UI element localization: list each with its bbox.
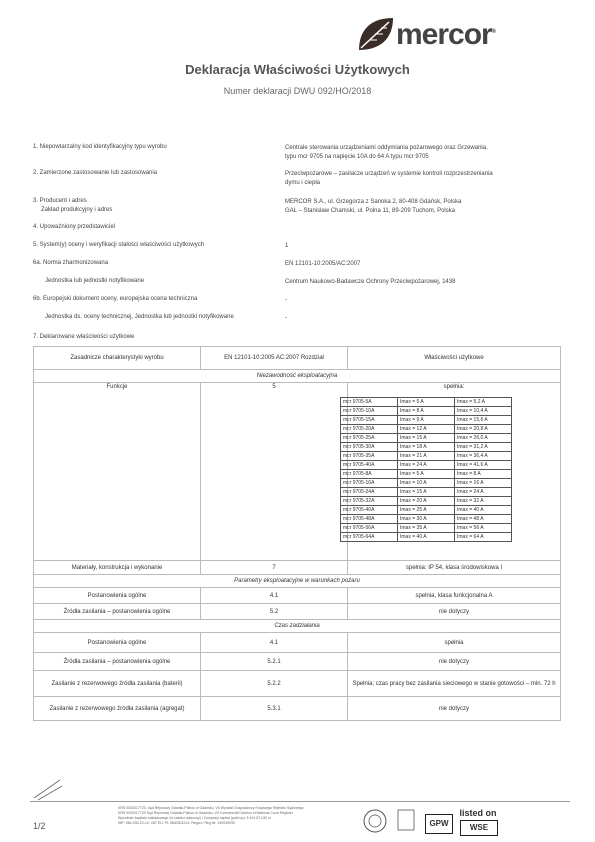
type-row [341, 470, 512, 479]
clause: 4.1 [201, 633, 348, 653]
table-row [34, 671, 561, 697]
table-row [34, 653, 561, 671]
clause: 4.1 [201, 588, 348, 604]
table-row [34, 604, 561, 620]
type-current-2: Imax = 15,6 A [455, 416, 512, 425]
type-row [341, 515, 512, 524]
column-header: EN 12101-10:2005 AC:2007 Rozdział [201, 347, 348, 370]
table-header-row [34, 347, 561, 370]
footer-divider [30, 801, 570, 802]
type-row [341, 452, 512, 461]
type-current-1: Imax = 18 A [398, 443, 455, 452]
signature-mark [32, 776, 64, 802]
table-row [34, 588, 561, 604]
type-row [341, 497, 512, 506]
performance-value: nie dotyczy [348, 653, 561, 671]
item-label: 3. Producent i adres [33, 198, 87, 204]
wse-badge: WSE [460, 820, 498, 836]
performance-value: nie dotyczy [348, 697, 561, 721]
item-value: 1 [285, 243, 289, 249]
column-header: Zasadnicze charakterystyki wyrobu [34, 347, 201, 370]
type-model: mcr 9705-15A [341, 416, 398, 425]
brand-logo-text: mercor® [396, 18, 496, 51]
type-row [341, 479, 512, 488]
section-title: Parametry eksploatacyjne w warunkach pożaru [34, 575, 561, 588]
gpw-badge: GPW [425, 814, 453, 834]
characteristic-name: Postanowienia ogólne [34, 588, 201, 604]
type-current-1: Imax = 15 A [398, 488, 455, 497]
declaration-number: Numer deklaracji DWU 092/HO/2018 [223, 86, 372, 96]
type-current-1: Imax = 25 A [398, 506, 455, 515]
type-model: mcr 9705-25A [341, 434, 398, 443]
type-row [341, 443, 512, 452]
type-current-2: Imax = 48 A [455, 515, 512, 524]
type-model: mcr 9705-32A [341, 497, 398, 506]
type-row [341, 506, 512, 515]
type-current-2: Imax = 16 A [455, 479, 512, 488]
item-label: 2. Zamierzone zastosowanie lub zastosowania [33, 170, 158, 176]
type-current-2: Imax = 24 A [455, 488, 512, 497]
type-current-1: Imax = 30 A [398, 515, 455, 524]
clause: 5.2 [201, 604, 348, 620]
table-row [34, 561, 561, 575]
performance-value: Spełnia; czas pracy bez zasilania sieciowego w stanie gotowości – min. 72 h [348, 671, 561, 697]
characteristic-name: Funkcje [34, 383, 201, 561]
type-row [341, 533, 512, 542]
type-current-1: Imax = 12 A [398, 425, 455, 434]
section-title: Niezawodność eksploatacyjna [34, 370, 561, 383]
characteristic-name: Materiały, konstrukcja i wykonanie [34, 561, 201, 575]
clause: 7 [201, 561, 348, 575]
item-label: Jednostka ds. oceny technicznej, Jednostka lub jednostki notyfikowane [45, 314, 234, 320]
type-current-1: Imax = 8 A [398, 407, 455, 416]
type-current-2: Imax = 40 A [455, 506, 512, 515]
award-icon [395, 808, 417, 834]
item-value: MERCOR S.A., ul. Grzegorza z Sanoka 2, 80-408 Gdańsk, Polska [285, 199, 462, 205]
clause: 5 [201, 383, 348, 561]
type-current-1: Imax = 5 A [398, 470, 455, 479]
characteristic-name: Postanowienia ogólne [34, 633, 201, 653]
type-current-2: Imax = 31,2 A [455, 443, 512, 452]
item-value: EN 12101-10:2005/AC:2007 [285, 261, 361, 267]
type-row [341, 461, 512, 470]
type-current-2: Imax = 41,6 A [455, 461, 512, 470]
item-sublabel: Zakład produkcyjny i adres [41, 207, 113, 213]
performance-value: spełnia: IP 54, klasa środowiskowa I [348, 561, 561, 575]
performance-value: nie dotyczy [348, 604, 561, 620]
clause: 5.2.1 [201, 653, 348, 671]
certification-seal-icon [362, 808, 388, 834]
clause: 5.2.2 [201, 671, 348, 697]
document-title: Deklaracja Właściwości Użytkowych [185, 62, 410, 77]
type-current-2: Imax = 20,8 A [455, 425, 512, 434]
item-label: 7. Deklarowane właściwości użytkowe [33, 334, 135, 340]
types-current-table [340, 397, 512, 542]
type-current-1: Imax = 24 A [398, 461, 455, 470]
column-header: Właściwości użytkowe [348, 347, 561, 370]
type-row [341, 488, 512, 497]
type-model: mcr 9705-20A [341, 425, 398, 434]
type-row [341, 425, 512, 434]
type-row [341, 524, 512, 533]
item-value-2: GAL – Stanisław Chamski, ul. Polna 11, 89-209 Tuchom, Polska [285, 208, 456, 214]
type-current-1: Imax = 21 A [398, 452, 455, 461]
type-row [341, 407, 512, 416]
type-model: mcr 9705-16A [341, 479, 398, 488]
type-model: mcr 9705-5A [341, 398, 398, 407]
item-label: 5. System(y) oceny i weryfikacji stałości właściwości użytkowych [33, 242, 205, 248]
type-model: mcr 9705-64A [341, 533, 398, 542]
item-value: Przeciwpożarowe – zasilacze urządzeń w systemie kontroli rozprzestrzeniania dymu i ciepła [285, 171, 493, 186]
type-model: mcr 9705-40A [341, 506, 398, 515]
item-label: 6b. Europejski dokument oceny, europejska ocena techniczna [33, 296, 198, 302]
characteristic-name: Zasilanie z rezerwowego źródła zasilania (baterii) [34, 671, 201, 697]
type-current-1: Imax = 5 A [398, 398, 455, 407]
mercor-leaf-logo [355, 14, 395, 54]
item-label: 4. Upoważniony przedstawiciel [33, 224, 116, 230]
item-value: - [285, 315, 287, 321]
item-value: Centrum Naukowo-Badawcze Ochrony Przeciwpożarowej, 1438 [285, 279, 456, 285]
type-current-1: Imax = 15 A [398, 434, 455, 443]
type-model: mcr 9705-48A [341, 515, 398, 524]
footer-line-text: KRS 0000217720, Sąd Rejonowy Gdańsk-Północ w Gdańsku, VII Wydział Gospodarczy Krajowego Rejestru Sądowego [118, 806, 304, 810]
footer-line-text: KRS 0000217720 Sąd Rejonowy Gdańsk-Północ w Gdańsku, VII Commercial Division of National Court Register [118, 811, 293, 815]
type-current-1: Imax = 9 A [398, 416, 455, 425]
section-title: Czas zadziałania [34, 620, 561, 633]
type-current-1: Imax = 10 A [398, 479, 455, 488]
type-model: mcr 9705-35A [341, 452, 398, 461]
type-model: mcr 9705-40A [341, 461, 398, 470]
item-label: 6a. Norma zharmonizowana [33, 260, 109, 266]
type-current-1: Imax = 35 A [398, 524, 455, 533]
type-model: mcr 9705-56A [341, 524, 398, 533]
type-model: mcr 9705-10A [341, 407, 398, 416]
footer-line-text: Wysokość kapitału zakładowego (w całości opłacony) / Company capital (paid up): 3 914 571,50 zł [118, 816, 271, 820]
clause: 5.3.1 [201, 697, 348, 721]
type-current-2: Imax = 10,4 A [455, 407, 512, 416]
type-model: mcr 9705-30A [341, 443, 398, 452]
item-label: 1. Niepowtarzalny kod identyfikacyjny typu wyrobu [33, 144, 167, 150]
footer-line-text: NIP: 584-030-22-14, VAT EU: PL 5840302214, Regon / Reg.Nr: 190035090 [118, 821, 236, 825]
item-value: Centrale sterowania urządzeniami oddymiania pożarowego oraz Grzewania, typu mcr 9705 na napięcie 10A do 64 A typu mcr 9705 [285, 145, 488, 160]
type-current-2: Imax = 36,4 A [455, 452, 512, 461]
table-row [34, 633, 561, 653]
type-current-1: Imax = 20 A [398, 497, 455, 506]
item-value: - [285, 297, 287, 303]
characteristic-name: Źródła zasilania – postanowienia ogólne [34, 653, 201, 671]
type-row [341, 434, 512, 443]
type-current-2: Imax = 56 A [455, 524, 512, 533]
performance-value: spełnia, klasa funkcjonalna A [348, 588, 561, 604]
characteristic-name: Zasilanie z rezerwowego źródła zasilania (agregat) [34, 697, 201, 721]
performance-value: spełnia: [348, 383, 561, 561]
type-current-2: Imax = 5,2 A [455, 398, 512, 407]
type-current-2: Imax = 8 A [455, 470, 512, 479]
type-row [341, 416, 512, 425]
type-model: mcr 9705-24A [341, 488, 398, 497]
type-current-2: Imax = 32 A [455, 497, 512, 506]
performance-value: spełnia [348, 633, 561, 653]
type-current-2: Imax = 64 A [455, 533, 512, 542]
characteristic-name: Źródła zasilania – postanowienia ogólne [34, 604, 201, 620]
type-model: mcr 9705-8A [341, 470, 398, 479]
item-label: Jednostka lub jednostki notyfikowane [45, 278, 145, 284]
type-current-1: Imax = 40 A [398, 533, 455, 542]
company-registration-info [118, 806, 358, 826]
table-row [34, 697, 561, 721]
page-number: 1/2 [33, 821, 46, 831]
type-current-2: Imax = 26,0 A [455, 434, 512, 443]
type-row [341, 398, 512, 407]
listed-on-text: listed on [459, 808, 497, 818]
